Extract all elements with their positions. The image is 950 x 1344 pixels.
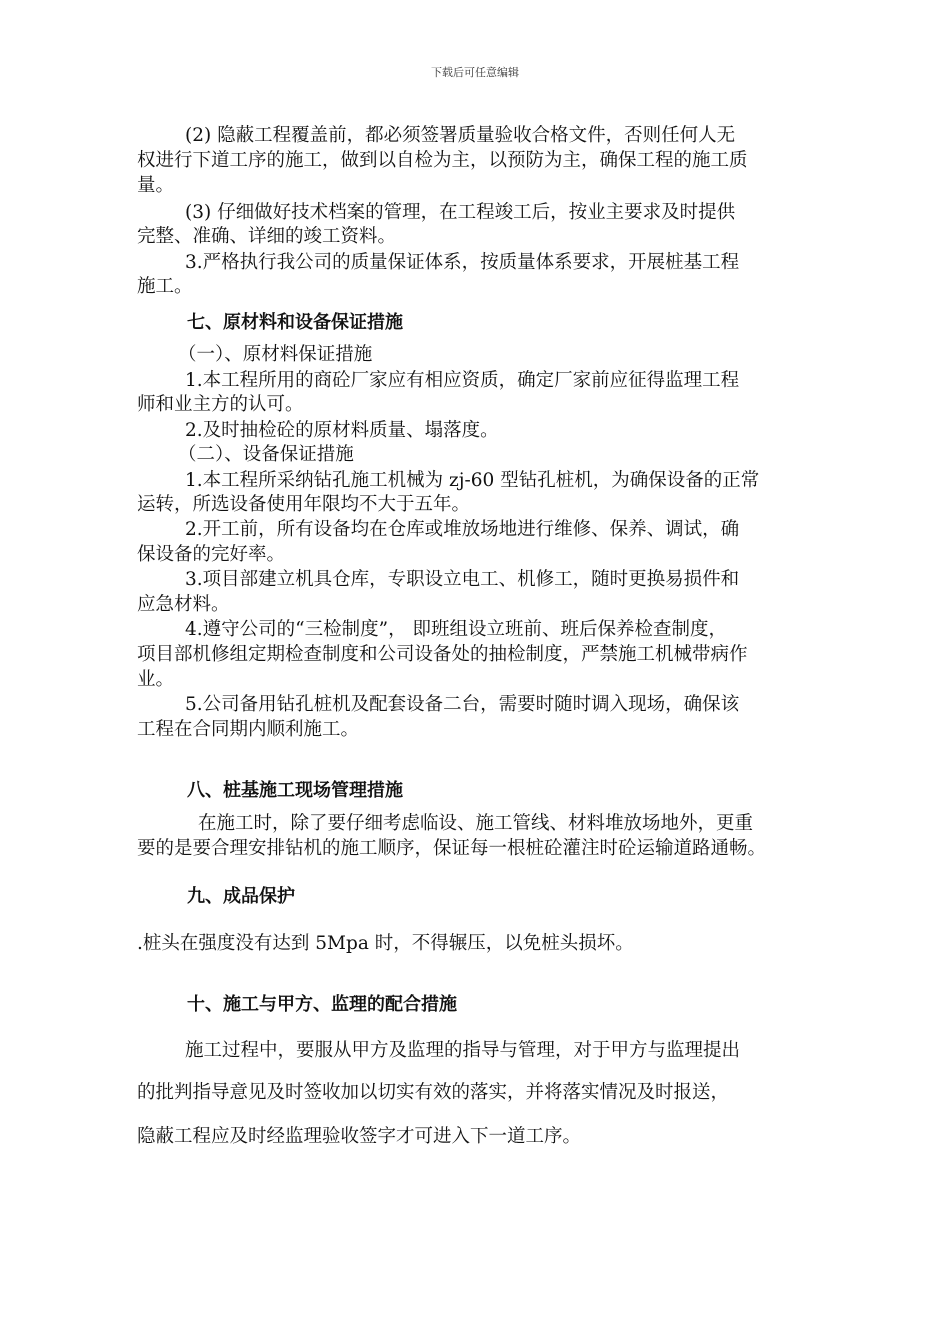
- paragraph-line: (3) 仔细做好技术档案的管理，在工程竣工后，按业主要求及时提供: [185, 202, 736, 223]
- paragraph-line: 3.项目部建立机具仓库，专职设立电工、机修工，随时更换易损件和: [185, 569, 740, 590]
- paragraph-line: 的批判指导意见及时签收加以切实有效的落实，并将落实情况及时报送，: [137, 1082, 730, 1103]
- subsection-heading: （一）、原材料保证措施: [178, 344, 373, 365]
- paragraph-line: 工程在合同期内顺利施工。: [137, 719, 360, 740]
- paragraph-line: 项目部机修组定期检查制度和公司设备处的抽检制度，严禁施工机械带病作: [137, 644, 748, 665]
- section-heading: 九、成品保护: [187, 886, 295, 907]
- paragraph-line: 隐蔽工程应及时经监理验收签字才可进入下一道工序。: [137, 1126, 582, 1147]
- paragraph-line: 施工。: [137, 276, 193, 297]
- section-heading: 八、桩基施工现场管理措施: [187, 780, 403, 801]
- section-heading: 十、施工与甲方、监理的配合措施: [187, 994, 457, 1015]
- paragraph-line: 保设备的完好率。: [137, 544, 286, 565]
- page-header: 下载后可任意编辑: [431, 66, 519, 79]
- paragraph-line: 2.及时抽检砼的原材料质量、塌落度。: [185, 420, 499, 441]
- paragraph-line: 施工过程中，要服从甲方及监理的指导与管理，对于甲方与监理提出: [185, 1040, 741, 1061]
- subsection-heading: （二）、设备保证措施: [178, 444, 354, 465]
- paragraph-line: 5.公司备用钻孔桩机及配套设备二台，需要时随时调入现场，确保该: [185, 694, 740, 715]
- paragraph-line: 4.遵守公司的“三检制度”， 即班组设立班前、班后保养检查制度，: [185, 619, 727, 640]
- paragraph-line: 权进行下道工序的施工，做到以自检为主，以预防为主，确保工程的施工质: [137, 150, 748, 171]
- paragraph-line: 1.本工程所用的商砼厂家应有相应资质，确定厂家前应征得监理工程: [185, 370, 740, 391]
- paragraph-line: 在施工时，除了要仔细考虑临设、施工管线、材料堆放场地外，更重: [198, 813, 754, 834]
- paragraph-line: 运转，所选设备使用年限均不大于五年。: [137, 494, 471, 515]
- section-heading: 七、原材料和设备保证措施: [187, 312, 403, 333]
- paragraph-line: 要的是要合理安排钻机的施工顺序，保证每一根桩砼灌注时砼运输道路通畅。: [137, 838, 767, 859]
- paragraph-line: (2) 隐蔽工程覆盖前，都必须签署质量验收合格文件，否则任何人无: [185, 125, 736, 146]
- paragraph-line: 业。: [137, 669, 175, 690]
- paragraph-line: 量。: [137, 175, 175, 196]
- paragraph-line: 应急材料。: [137, 594, 230, 615]
- paragraph-line: 完整、准确、详细的竣工资料。: [137, 226, 397, 247]
- paragraph-line: .桩头在强度没有达到 5Mpa 时，不得辗压，以免桩头损坏。: [137, 933, 634, 954]
- paragraph-line: 师和业主方的认可。: [137, 394, 304, 415]
- paragraph-line: 1.本工程所采纳钻孔施工机械为 zj-60 型钻孔桩机，为确保设备的正常: [185, 470, 760, 491]
- paragraph-line: 2.开工前，所有设备均在仓库或堆放场地进行维修、保养、调试，确: [185, 519, 740, 540]
- paragraph-line: 3.严格执行我公司的质量保证体系，按质量体系要求，开展桩基工程: [185, 252, 740, 273]
